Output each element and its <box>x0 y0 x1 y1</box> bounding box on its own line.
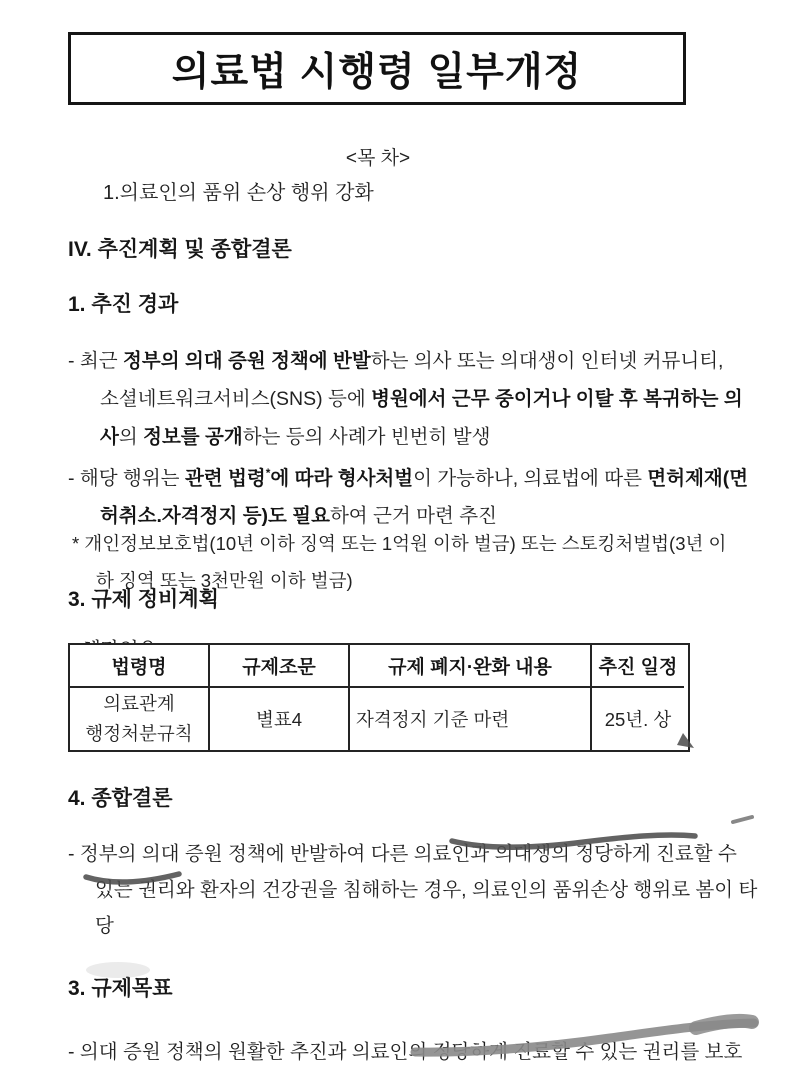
table-cell-content: 자격정지 기준 마련 <box>350 688 592 750</box>
heading-regulation-plan: 3. 규제 정비계획 <box>68 588 219 611</box>
toc-heading: <목 차> <box>345 148 411 169</box>
title-box <box>68 32 686 105</box>
pen-underline-3-blob <box>696 1021 752 1028</box>
table-cell-schedule: 25년. 상 <box>604 709 672 730</box>
progress-footnote: * 개인정보보호법(10년 이하 징역 또는 1억원 이하 벌금) 또는 스토킹처벌법(3년 이하 징역 또는 3천만원 이하 벌금) <box>72 532 727 591</box>
progress-bullet-1: - 최근 정부의 의대 증원 정책에 반발하는 의사 또는 의대생이 인터넷 커뮤니티, 소셜네트워크서비스(SNS) 등에 병원에서 근무 중이거나 이탈 후 복귀하는 의사의 정보를 공개하는 등의 사례가 빈번히 발생 <box>68 349 743 448</box>
progress-bullet-2: - 해당 행위는 관련 법령*에 따라 형사처벌이 가능하나, 의료법에 따른 면허제재(면허취소.자격정지 등)도 필요하여 근거 마련 추진 <box>68 465 749 527</box>
table-header-law-name: 법령명 <box>70 645 210 688</box>
table-header-content: 규제 폐지·완화 내용 <box>350 645 592 688</box>
overall-conclusion-bullet: - 정부의 의대 증원 정책에 반발하여 다른 의료인과 의대생의 정당하게 진료할 수 있는 권리와 환자의 건강권을 침해하는 경우, 의료인의 품위손상 행위로 봄이 타당 <box>68 842 758 937</box>
toc-item-1: 1.의료인의 품위 손상 행위 강화 <box>103 182 374 204</box>
heading-regulation-goal: 3. 규제목표 <box>68 977 173 1000</box>
document-title: 의료법 시행령 일부개정 <box>171 50 583 94</box>
heading-progress: 1. 추진 경과 <box>68 293 179 316</box>
pen-tick <box>733 817 752 822</box>
heading-plan-and-conclusion: IV. 추진계획 및 종합결론 <box>68 238 292 261</box>
table-cell-law-name <box>70 688 210 750</box>
table-header-article: 규제조문 <box>210 645 350 688</box>
regulation-table <box>68 643 690 752</box>
table-cell-law-name-line2: 행정처분규칙 <box>85 723 193 744</box>
regulation-goal-bullet: - 의대 증원 정책의 원활한 추진과 의료인의 정당하게 진료할 수 있는 권리를 보호 <box>68 1040 743 1063</box>
table-cell-law-name-line1: 의료관계 <box>103 693 175 714</box>
table-header-schedule: 추진 일정 <box>592 645 684 688</box>
table-cell-article: 별표4 <box>210 688 350 750</box>
heading-overall-conclusion: 4. 종합결론 <box>68 787 173 810</box>
